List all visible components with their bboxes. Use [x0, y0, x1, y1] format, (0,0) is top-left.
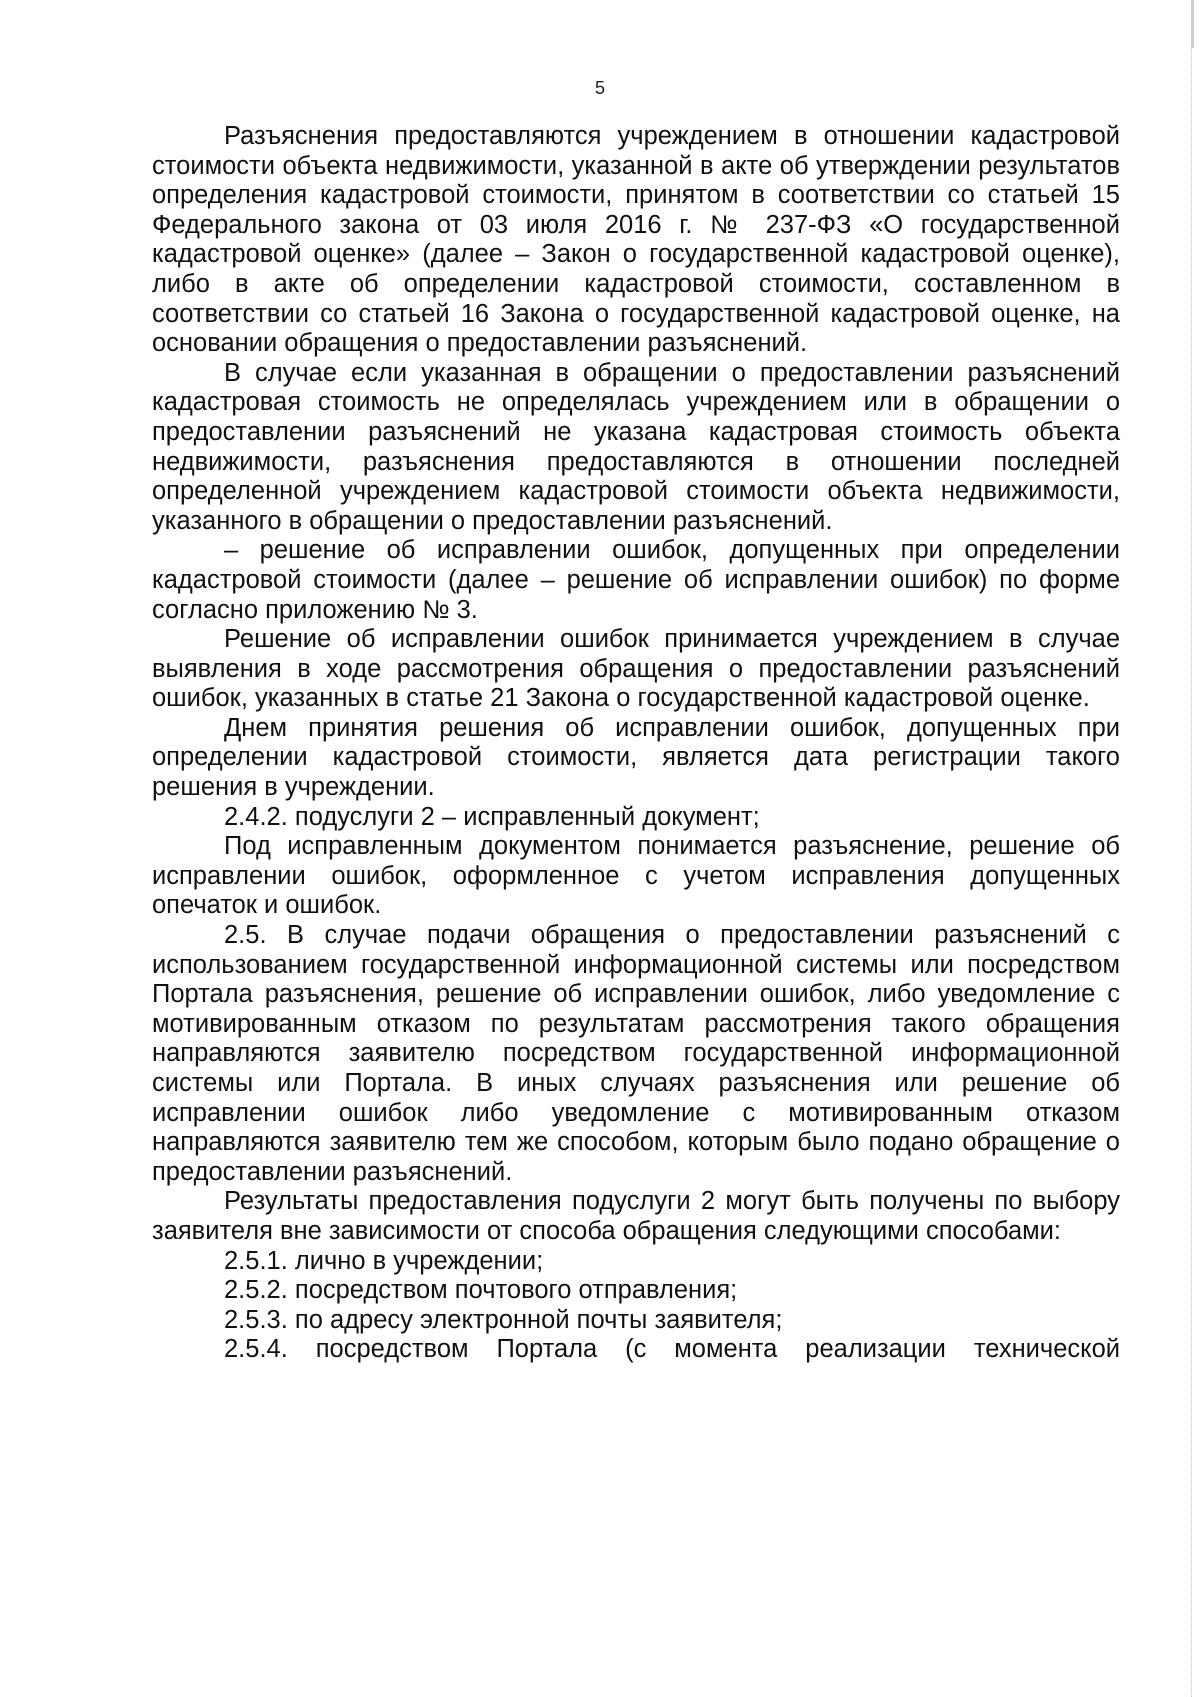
- paragraph-error-decision: – решение об исправлении ошибок, допущенных при определении кадастровой стоимости (далее – решение об исправлении ошибок) по форме согласно приложению № 3.: [152, 536, 1120, 624]
- page-number: 5: [594, 78, 605, 98]
- paragraph-2-4-2: 2.4.2. подуслуги 2 – исправленный документ;: [224, 802, 760, 831]
- list-item-2-5-1: 2.5.1. лично в учреждении;: [224, 1246, 544, 1275]
- paragraph-error-decision-adopted: Решение об исправлении ошибок принимается учреждением в случае выявления в ходе рассмотрения обращения о предоставлении разъяснений ошибок, указанных в статье 21 Закона о государственной кадастровой оценке.: [152, 625, 1120, 713]
- list-item-2-5-3: 2.5.3. по адресу электронной почты заявителя;: [224, 1305, 783, 1334]
- paragraph-decision-date: Днем принятия решения об исправлении ошибок, допущенных при определении кадастровой стоимости, является дата регистрации такого решения в учреждении.: [152, 713, 1120, 802]
- list-item-2-5-4: 2.5.4. посредством Портала (с момента реализации технической: [224, 1335, 1120, 1364]
- list-item-2-5-2: 2.5.2. посредством почтового отправления;: [224, 1276, 738, 1305]
- scan-edge-mark: [1191, 0, 1194, 48]
- paragraph-2-5: 2.5. В случае подачи обращения о предоставлении разъяснений с использованием государственной информационной системы или посредством Портала разъяснения, решение об исправлении ошибок, либо уведомление с мотивированным отказом по результатам рассмотрения такого обращения направляются заявителю посредством государственной информационной системы или Портала. В иных случаях разъяснения или решение об исправлении ошибок либо уведомление с мотивированным отказом направляются заявителю тем же способом, которым было подано обращение о предоставлении разъяснений.: [152, 921, 1120, 1186]
- paragraph-results-methods: Результаты предоставления подуслуги 2 могут быть получены по выбору заявителя вне зависимости от способа обращения следующими способами:: [152, 1187, 1120, 1245]
- paragraph-corrected-document: Под исправленным документом понимается разъяснение, решение об исправлении ошибок, оформленное с учетом исправления допущенных опечаток и ошибок.: [152, 832, 1120, 920]
- scan-edge-line: [1190, 0, 1192, 1697]
- paragraph-clarifications: Разъяснения предоставляются учреждением в отношении кадастровой стоимости объекта недвижимости, указанной в акте об утверждении результатов определения кадастровой стоимости, принятом в соответствии со статьей 15 Федерального закона от 03 июля 2016 г. № 237-ФЗ «О государственной кадастровой оценке» (далее – Закон о государственной кадастровой оценке), либо в акте об определении кадастровой стоимости, составленном в соответствии со статьей 16 Закона о государственной кадастровой оценке, на основании обращения о предоставлении разъяснений.: [152, 122, 1120, 358]
- document-body: [152, 122, 1120, 1365]
- paragraph-undetermined-value: В случае если указанная в обращении о предоставлении разъяснений кадастровая стоимость не определялась учреждением или в обращении о предоставлении разъяснений не указана кадастровая стоимость объекта недвижимости, разъяснения предоставляются в отношении последней определенной учреждением кадастровой стоимости объекта недвижимости, указанного в обращении о предоставлении разъяснений.: [152, 358, 1120, 535]
